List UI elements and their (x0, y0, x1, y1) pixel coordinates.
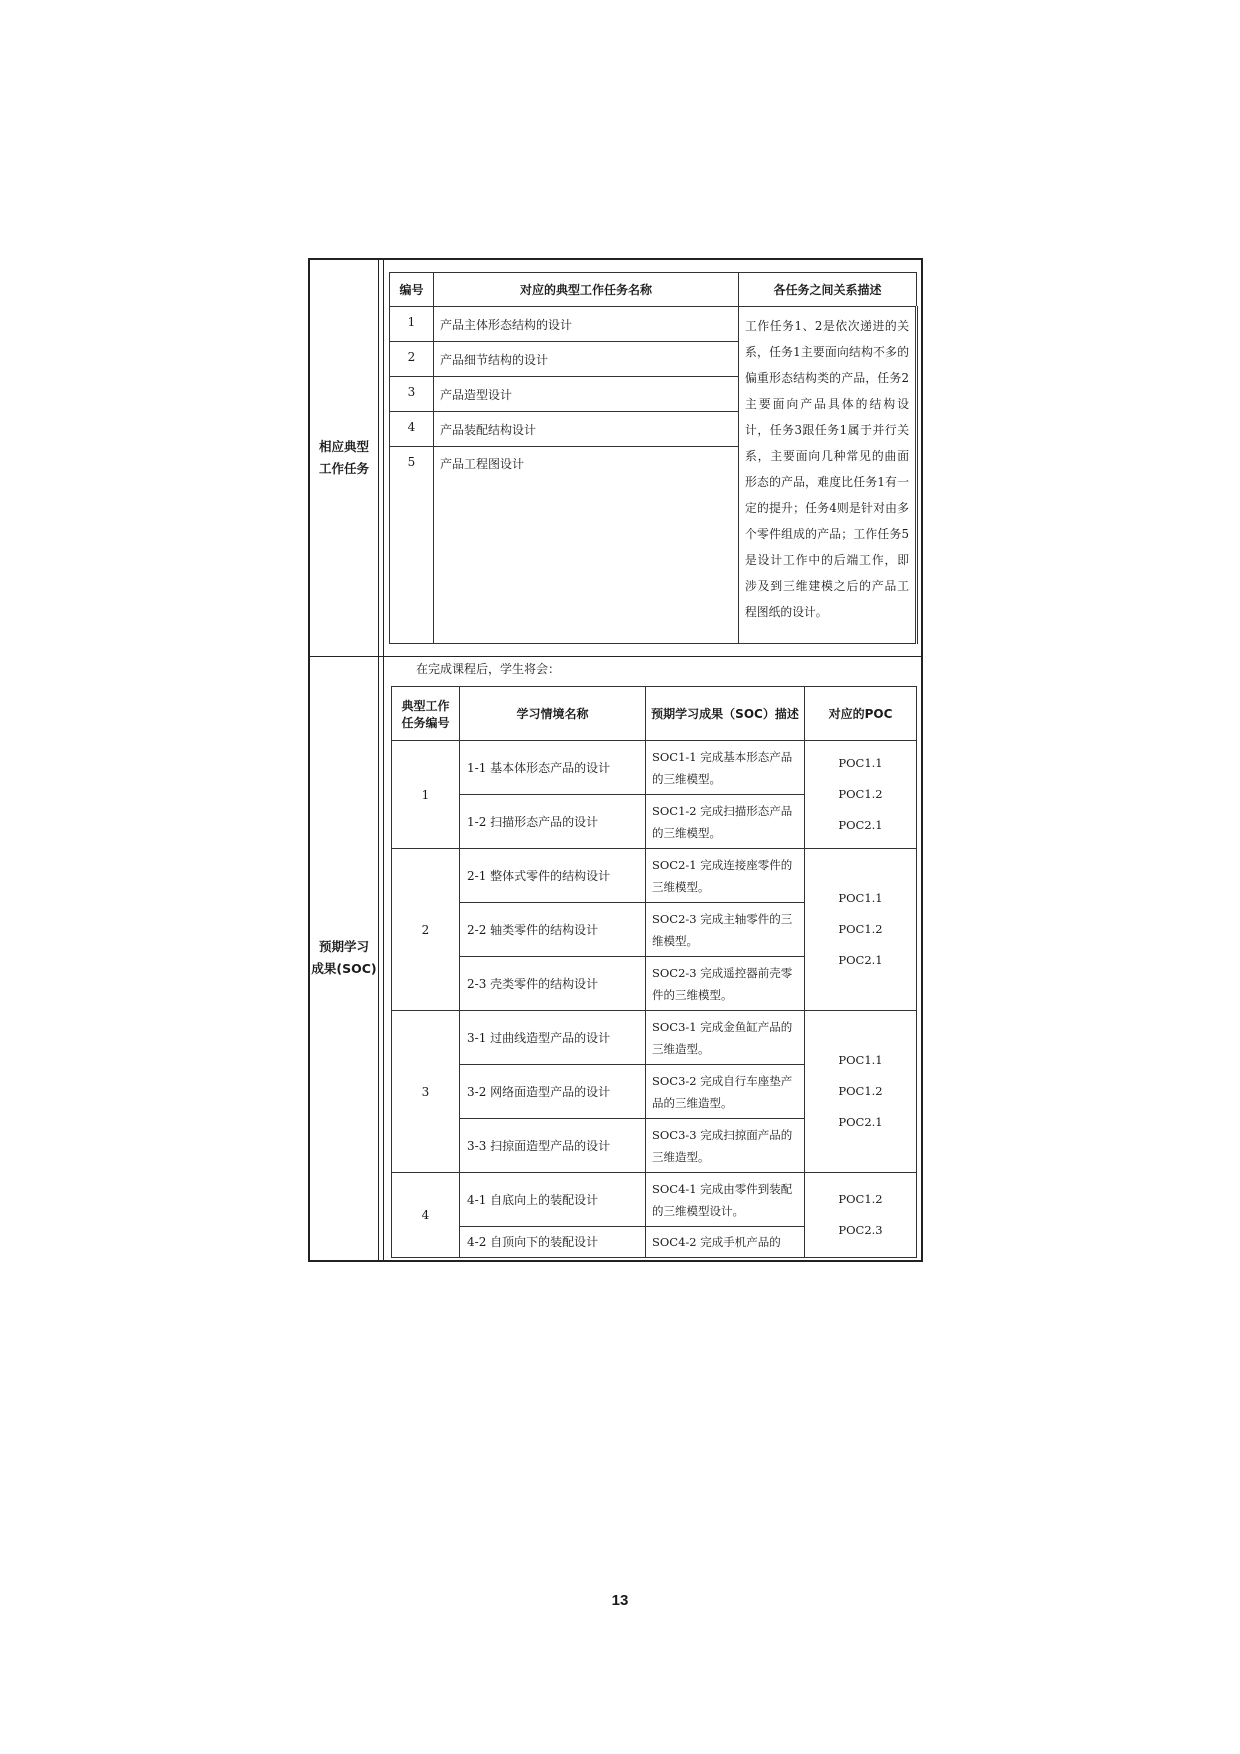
task-name: 产品细节结构的设计 (434, 342, 739, 377)
task-name: 产品造型设计 (434, 377, 739, 412)
soc-cell: SOC1-2 完成扫描形态产品的三维模型。 (646, 795, 805, 849)
table-row (392, 741, 917, 795)
task-name: 产品工程图设计 (434, 447, 739, 644)
table-row (392, 1011, 917, 1065)
section2-label-line1: 预期学习 (318, 939, 369, 954)
poc-item: POC1.1 (838, 891, 883, 905)
poc-item: POC2.3 (838, 1223, 883, 1237)
poc-item: POC2.1 (838, 1115, 883, 1129)
task-relation-description: 工作任务1、2是依次递进的关系，任务1主要面向结构不多的偏重形态结构类的产品，任务2主要面向产品具体的结构设计，任务3跟任务1属于并行关系，主要面向几种常见的曲面形态的产品，难度比任务1有一定的提升；任务4则是针对由多个零件组成的产品；工作任务5是设计工作中的后端工作，即涉及到三维建模之后的产品工程图纸的设计。 (739, 307, 917, 644)
poc-item: POC1.1 (838, 756, 883, 770)
poc-item: POC1.2 (838, 922, 883, 936)
soc-cell: SOC2-3 完成主轴零件的三维模型。 (646, 903, 805, 957)
header-soc: 预期学习成果（SOC）描述 (646, 687, 805, 741)
task-number-cell: 4 (392, 1173, 460, 1258)
poc-item: POC1.2 (838, 787, 883, 801)
section1-label-line1: 相应典型 (318, 439, 369, 454)
section2-label-line2: 成果(SOC) (311, 961, 377, 976)
task-name: 产品装配结构设计 (434, 412, 739, 447)
section1-label (310, 436, 378, 480)
table-header-row (392, 687, 917, 741)
poc-cell (805, 1173, 917, 1258)
poc-item: POC1.2 (838, 1192, 883, 1206)
poc-item: POC1.1 (838, 1053, 883, 1067)
scenario-cell: 2-2 轴类零件的结构设计 (460, 903, 646, 957)
table-row (392, 849, 917, 903)
scenario-cell: 3-2 网络面造型产品的设计 (460, 1065, 646, 1119)
scenario-cell: 1-2 扫描形态产品的设计 (460, 795, 646, 849)
table-row (392, 1173, 917, 1227)
section2-label (310, 936, 378, 980)
task-num: 2 (390, 342, 434, 377)
header-poc: 对应的POC (805, 687, 917, 741)
soc-cell: SOC3-2 完成自行车座垫产品的三维造型。 (646, 1065, 805, 1119)
soc-cell: SOC1-1 完成基本形态产品的三维模型。 (646, 741, 805, 795)
poc-cell (805, 849, 917, 1011)
soc-cell: SOC2-3 完成遥控器前壳零件的三维模型。 (646, 957, 805, 1011)
scenario-cell: 3-3 扫掠面造型产品的设计 (460, 1119, 646, 1173)
frame-divider (378, 260, 379, 1260)
header-scenario: 学习情境名称 (460, 687, 646, 741)
soc-cell: SOC2-1 完成连接座零件的三维模型。 (646, 849, 805, 903)
table-row (390, 307, 917, 342)
soc-cell: SOC3-3 完成扫掠面产品的三维造型。 (646, 1119, 805, 1173)
header-num: 编号 (390, 273, 434, 307)
poc-cell (805, 741, 917, 849)
table-header-row (390, 273, 917, 307)
task-num: 4 (390, 412, 434, 447)
soc-cell: SOC3-1 完成金鱼缸产品的三维造型。 (646, 1011, 805, 1065)
frame-divider-inner (383, 260, 384, 1260)
course-table-frame (308, 258, 923, 1262)
task-number-cell: 2 (392, 849, 460, 1011)
scenario-cell: 2-1 整体式零件的结构设计 (460, 849, 646, 903)
task-name: 产品主体形态结构的设计 (434, 307, 739, 342)
learning-outcome-table (391, 686, 917, 1258)
task-number-cell: 3 (392, 1011, 460, 1173)
task-num: 1 (390, 307, 434, 342)
work-task-table (389, 272, 918, 644)
scenario-cell: 4-1 自底向上的装配设计 (460, 1173, 646, 1227)
task-num: 3 (390, 377, 434, 412)
header-task-name: 对应的典型工作任务名称 (434, 273, 739, 307)
header-relation: 各任务之间关系描述 (739, 273, 917, 307)
scenario-cell: 2-3 壳类零件的结构设计 (460, 957, 646, 1011)
section-divider (310, 656, 921, 657)
section2-intro: 在完成课程后，学生将会： (416, 662, 561, 676)
header-task-number (392, 687, 460, 741)
poc-cell (805, 1011, 917, 1173)
poc-item: POC2.1 (838, 953, 883, 967)
task-num: 5 (390, 447, 434, 644)
header-task-number-line1: 典型工作 (401, 698, 450, 713)
scenario-cell: 3-1 过曲线造型产品的设计 (460, 1011, 646, 1065)
page-number: 13 (611, 1592, 629, 1609)
poc-item: POC1.2 (838, 1084, 883, 1098)
task-number-cell: 1 (392, 741, 460, 849)
soc-cell: SOC4-1 完成由零件到装配的三维模型设计。 (646, 1173, 805, 1227)
header-task-number-line2: 任务编号 (401, 715, 450, 730)
scenario-cell: 1-1 基本体形态产品的设计 (460, 741, 646, 795)
section1-label-line2: 工作任务 (318, 461, 369, 476)
poc-item: POC2.1 (838, 818, 883, 832)
soc-cell: SOC4-2 完成手机产品的 (646, 1227, 805, 1258)
scenario-cell: 4-2 自顶向下的装配设计 (460, 1227, 646, 1258)
